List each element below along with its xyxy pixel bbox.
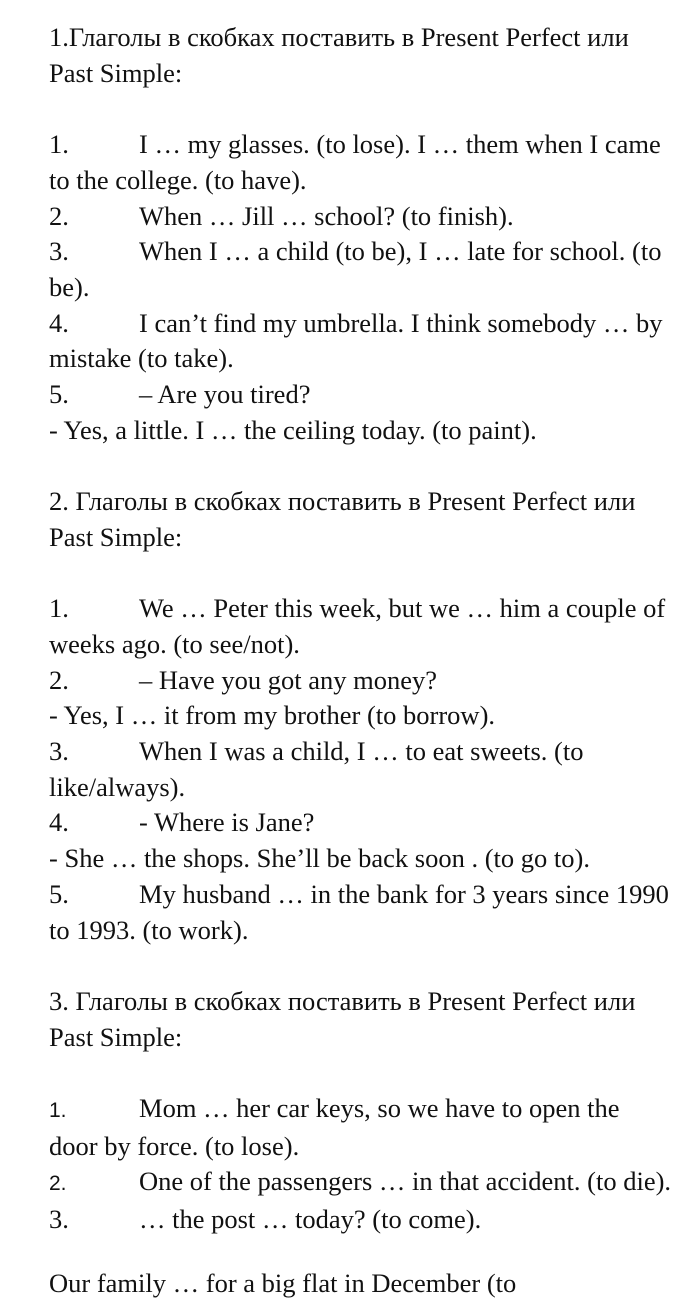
item-number: 3. xyxy=(49,236,69,267)
exercise-item xyxy=(49,1091,674,1164)
item-number: 5. xyxy=(49,379,69,410)
item-number: 2. xyxy=(49,664,69,695)
exercise-item xyxy=(49,127,674,198)
item-number: 2. xyxy=(49,200,69,231)
spacer xyxy=(49,556,674,592)
item-text: Mom … her car keys, so we have to open the door by force. (to lose). xyxy=(49,1093,620,1161)
item-text: We … Peter this week, but we … him a couple of weeks ago. (to see/not). xyxy=(49,593,666,659)
exercise-item xyxy=(49,199,674,235)
exercise-item xyxy=(49,805,674,841)
cropped-line xyxy=(49,1254,674,1298)
item-text: When … Jill … school? (to finish). xyxy=(139,200,514,231)
exercise-item xyxy=(49,234,674,305)
item-text: – Have you got any money? xyxy=(139,664,438,695)
exercise-item xyxy=(49,306,674,377)
item-number: 1. xyxy=(49,129,69,160)
exercise-item xyxy=(49,734,674,805)
item-number: 1. xyxy=(49,593,69,624)
item-number: 3. xyxy=(49,1204,69,1235)
item-text: When I … a child (to be), I … late for school. (to be). xyxy=(49,236,662,302)
exercise-item xyxy=(49,591,674,662)
item-number: 1. xyxy=(49,1099,67,1123)
item-text: I can’t find my umbrella. I think somebody … by mistake (to take). xyxy=(49,307,663,374)
item-reply: - Yes, a little. I … the ceiling today. (to paint). xyxy=(49,414,537,445)
item-text: – Are you tired? xyxy=(139,379,311,410)
exercise-item xyxy=(49,1202,674,1238)
exercise-item xyxy=(49,877,674,948)
item-text: - Where is Jane? xyxy=(139,807,315,838)
worksheet xyxy=(49,20,674,1238)
item-reply: - She … the shops. She’ll be back soon . (to go to). xyxy=(49,843,590,874)
cropped-line-text: Our family … for a big flat in December (to xyxy=(49,1268,517,1298)
exercise-item xyxy=(49,377,674,413)
spacer xyxy=(49,448,674,484)
exercise-item xyxy=(49,663,674,699)
item-text: I … my glasses. (to lose). I … them when I came to the college. (to have). xyxy=(49,129,661,195)
item-text: One of the passengers … in that accident. (to die). xyxy=(139,1166,672,1197)
spacer xyxy=(49,1055,674,1091)
section-3-title: 3. Глаголы в скобках поставить в Present Perfect или Past Simple: xyxy=(49,985,636,1052)
spacer xyxy=(49,91,674,127)
spacer xyxy=(49,948,674,984)
section-2-title: 2. Глаголы в скобках поставить в Present Perfect или Past Simple: xyxy=(49,486,636,552)
item-text: … the post … today? (to come). xyxy=(139,1204,482,1235)
section-1-title: 1.Глаголы в скобках поставить в Present Perfect или Past Simple: xyxy=(49,22,629,88)
exercise-item xyxy=(49,1164,674,1202)
item-number: 3. xyxy=(49,736,69,767)
item-number: 5. xyxy=(49,878,69,909)
item-number: 2. xyxy=(49,1172,67,1196)
item-number: 4. xyxy=(49,807,69,838)
item-number: 4. xyxy=(49,307,69,338)
item-reply: - Yes, I … it from my brother (to borrow). xyxy=(49,700,496,731)
item-text: When I was a child, I … to eat sweets. (to like/always). xyxy=(49,736,584,802)
item-text: My husband … in the bank for 3 years since 1990 to 1993. (to work). xyxy=(49,878,669,945)
